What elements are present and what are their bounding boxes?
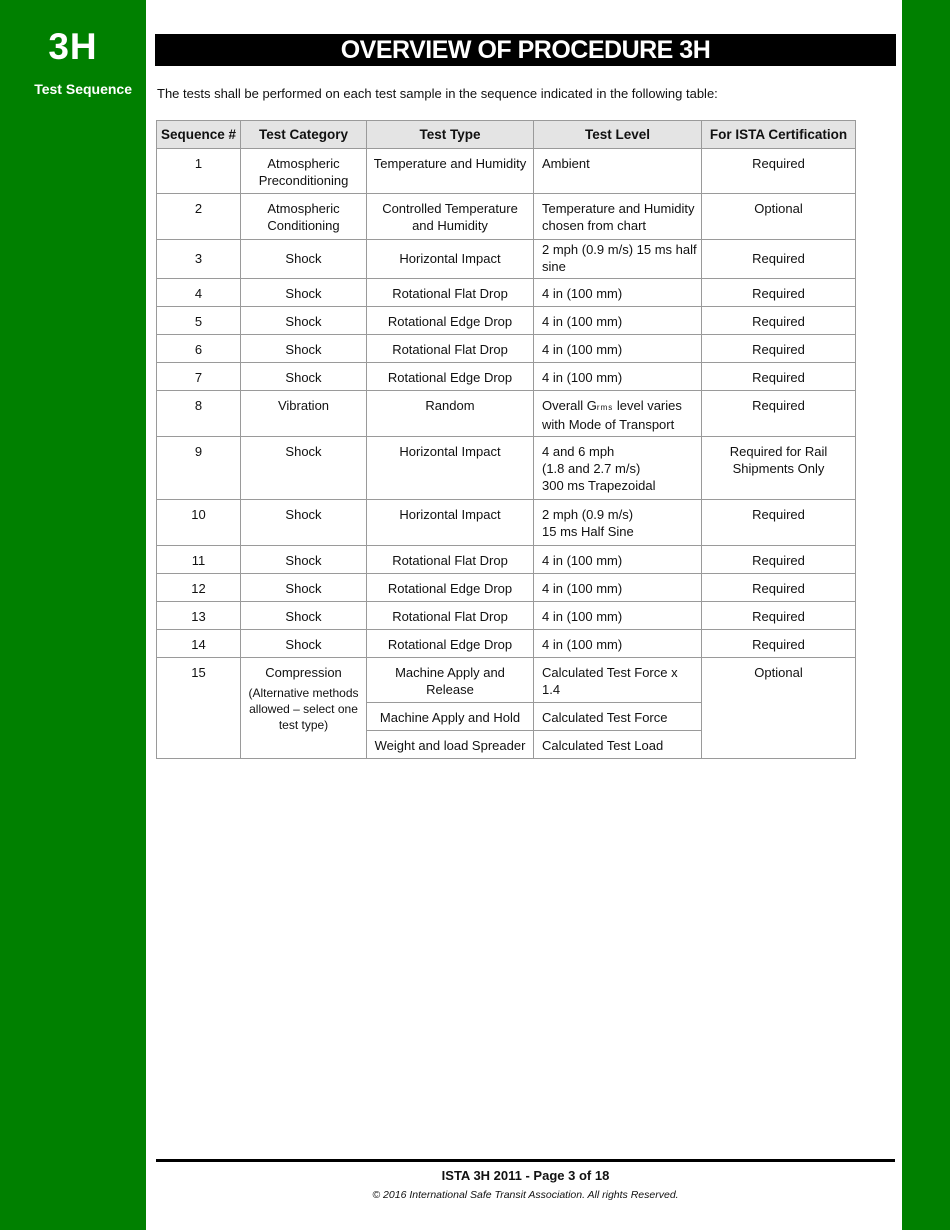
cell-type: Machine Apply and Release bbox=[367, 658, 534, 703]
cell-type: Rotational Edge Drop bbox=[367, 307, 534, 335]
level-text-pre: Overall G bbox=[542, 398, 597, 413]
cell-type: Random bbox=[367, 391, 534, 437]
cell-certification: Required bbox=[702, 602, 856, 630]
cell-sequence: 10 bbox=[157, 500, 241, 546]
cell-level: 4 in (100 mm) bbox=[534, 279, 702, 307]
cell-level bbox=[534, 437, 702, 500]
cell-category: Shock bbox=[241, 363, 367, 391]
cell-category: Shock bbox=[241, 500, 367, 546]
col-header-category: Test Category bbox=[241, 121, 367, 149]
cell-certification: Required bbox=[702, 391, 856, 437]
cell-level: Calculated Test Load bbox=[534, 731, 702, 759]
cell-type: Machine Apply and Hold bbox=[367, 703, 534, 731]
cell-certification: Optional bbox=[702, 658, 856, 759]
table-header-row bbox=[157, 121, 856, 149]
cell-sequence: 9 bbox=[157, 437, 241, 500]
cell-level: 4 in (100 mm) bbox=[534, 630, 702, 658]
cell-type: Horizontal Impact bbox=[367, 240, 534, 279]
cell-certification: Required bbox=[702, 574, 856, 602]
cell-category: Shock bbox=[241, 437, 367, 500]
table-row bbox=[157, 500, 856, 546]
table-row bbox=[157, 194, 856, 240]
cell-type: Horizontal Impact bbox=[367, 500, 534, 546]
cell-level bbox=[534, 500, 702, 546]
cell-category: Atmospheric Conditioning bbox=[241, 194, 367, 240]
cell-certification: Required bbox=[702, 363, 856, 391]
level-line: 300 ms Trapezoidal bbox=[542, 478, 656, 493]
test-sequence-table bbox=[156, 120, 856, 759]
cell-type: Rotational Flat Drop bbox=[367, 546, 534, 574]
table-row bbox=[157, 437, 856, 500]
cell-level: 4 in (100 mm) bbox=[534, 602, 702, 630]
table-row bbox=[157, 240, 856, 279]
cell-sequence: 6 bbox=[157, 335, 241, 363]
cell-category: Shock bbox=[241, 279, 367, 307]
section-label: Test Sequence bbox=[34, 81, 132, 97]
level-line: (1.8 and 2.7 m/s) bbox=[542, 461, 641, 476]
table-row bbox=[157, 335, 856, 363]
cell-type: Rotational Flat Drop bbox=[367, 602, 534, 630]
cell-level: Calculated Test Force bbox=[534, 703, 702, 731]
cell-sequence: 2 bbox=[157, 194, 241, 240]
intro-text: The tests shall be performed on each test sample in the sequence indicated in the following table: bbox=[157, 86, 718, 101]
cell-sequence: 1 bbox=[157, 149, 241, 194]
cell-category bbox=[241, 658, 367, 759]
cell-sequence: 3 bbox=[157, 240, 241, 279]
cell-certification: Required for Rail Shipments Only bbox=[702, 437, 856, 500]
cell-certification: Required bbox=[702, 149, 856, 194]
cell-sequence: 4 bbox=[157, 279, 241, 307]
level-line: 2 mph (0.9 m/s) bbox=[542, 507, 634, 522]
cell-type: Temperature and Humidity bbox=[367, 149, 534, 194]
cell-type: Rotational Edge Drop bbox=[367, 574, 534, 602]
footer-divider bbox=[156, 1159, 895, 1162]
cell-level: Temperature and Humidity chosen from chart bbox=[534, 194, 702, 240]
cell-level: 4 in (100 mm) bbox=[534, 335, 702, 363]
table-row bbox=[157, 391, 856, 437]
cell-type: Rotational Edge Drop bbox=[367, 630, 534, 658]
cell-sequence: 14 bbox=[157, 630, 241, 658]
table-row bbox=[157, 630, 856, 658]
cell-sequence: 8 bbox=[157, 391, 241, 437]
cell-level: Calculated Test Force x 1.4 bbox=[534, 658, 702, 703]
right-green-band bbox=[902, 0, 950, 1230]
cell-certification: Required bbox=[702, 279, 856, 307]
level-line: 4 and 6 mph bbox=[542, 444, 615, 459]
cell-category: Atmospheric Preconditioning bbox=[241, 149, 367, 194]
cell-level: 4 in (100 mm) bbox=[534, 574, 702, 602]
category-text: Compression bbox=[265, 665, 342, 680]
cell-certification: Required bbox=[702, 240, 856, 279]
cell-level: 4 in (100 mm) bbox=[534, 307, 702, 335]
cell-category: Shock bbox=[241, 546, 367, 574]
level-line: 15 ms Half Sine bbox=[542, 524, 634, 539]
page-title: OVERVIEW OF PROCEDURE 3H bbox=[155, 34, 896, 66]
cell-category: Shock bbox=[241, 630, 367, 658]
col-header-sequence: Sequence # bbox=[157, 121, 241, 149]
cell-sequence: 12 bbox=[157, 574, 241, 602]
cell-certification: Required bbox=[702, 500, 856, 546]
cell-type: Rotational Edge Drop bbox=[367, 363, 534, 391]
cell-certification: Required bbox=[702, 546, 856, 574]
table-row bbox=[157, 363, 856, 391]
cell-certification: Required bbox=[702, 335, 856, 363]
table-row bbox=[157, 658, 856, 703]
table-row bbox=[157, 149, 856, 194]
category-note: (Alternative methods allowed – select one test type) bbox=[248, 686, 359, 732]
copyright-notice: © 2016 International Safe Transit Association. All rights Reserved. bbox=[372, 1189, 679, 1201]
cell-level bbox=[534, 391, 702, 437]
cell-type: Rotational Flat Drop bbox=[367, 279, 534, 307]
cell-sequence: 7 bbox=[157, 363, 241, 391]
cell-level: Ambient bbox=[534, 149, 702, 194]
cell-category: Vibration bbox=[241, 391, 367, 437]
page-number: ISTA 3H 2011 - Page 3 of 18 bbox=[441, 1168, 610, 1183]
col-header-level: Test Level bbox=[534, 121, 702, 149]
cell-category: Shock bbox=[241, 240, 367, 279]
cell-level: 4 in (100 mm) bbox=[534, 546, 702, 574]
table-row bbox=[157, 574, 856, 602]
procedure-code: 3H bbox=[48, 26, 98, 67]
col-header-certification: For ISTA Certification bbox=[702, 121, 856, 149]
cell-type: Horizontal Impact bbox=[367, 437, 534, 500]
cell-category: Shock bbox=[241, 574, 367, 602]
cell-category: Shock bbox=[241, 307, 367, 335]
cell-category: Shock bbox=[241, 335, 367, 363]
cell-sequence: 15 bbox=[157, 658, 241, 759]
table-row bbox=[157, 602, 856, 630]
level-subscript: rms bbox=[596, 403, 614, 412]
cell-certification: Required bbox=[702, 307, 856, 335]
cell-type: Weight and load Spreader bbox=[367, 731, 534, 759]
cell-category: Shock bbox=[241, 602, 367, 630]
col-header-type: Test Type bbox=[367, 121, 534, 149]
cell-sequence: 11 bbox=[157, 546, 241, 574]
table-row bbox=[157, 279, 856, 307]
level-text-post: level varies with Mode of Transport bbox=[542, 398, 682, 432]
table-row bbox=[157, 546, 856, 574]
cell-sequence: 5 bbox=[157, 307, 241, 335]
cell-sequence: 13 bbox=[157, 602, 241, 630]
cell-level: 4 in (100 mm) bbox=[534, 363, 702, 391]
cell-type: Controlled Temperature and Humidity bbox=[367, 194, 534, 240]
cell-type: Rotational Flat Drop bbox=[367, 335, 534, 363]
cell-level: 2 mph (0.9 m/s) 15 ms half sine bbox=[534, 240, 702, 279]
table-row bbox=[157, 307, 856, 335]
left-green-band bbox=[0, 0, 146, 1230]
cell-certification: Required bbox=[702, 630, 856, 658]
cell-certification: Optional bbox=[702, 194, 856, 240]
